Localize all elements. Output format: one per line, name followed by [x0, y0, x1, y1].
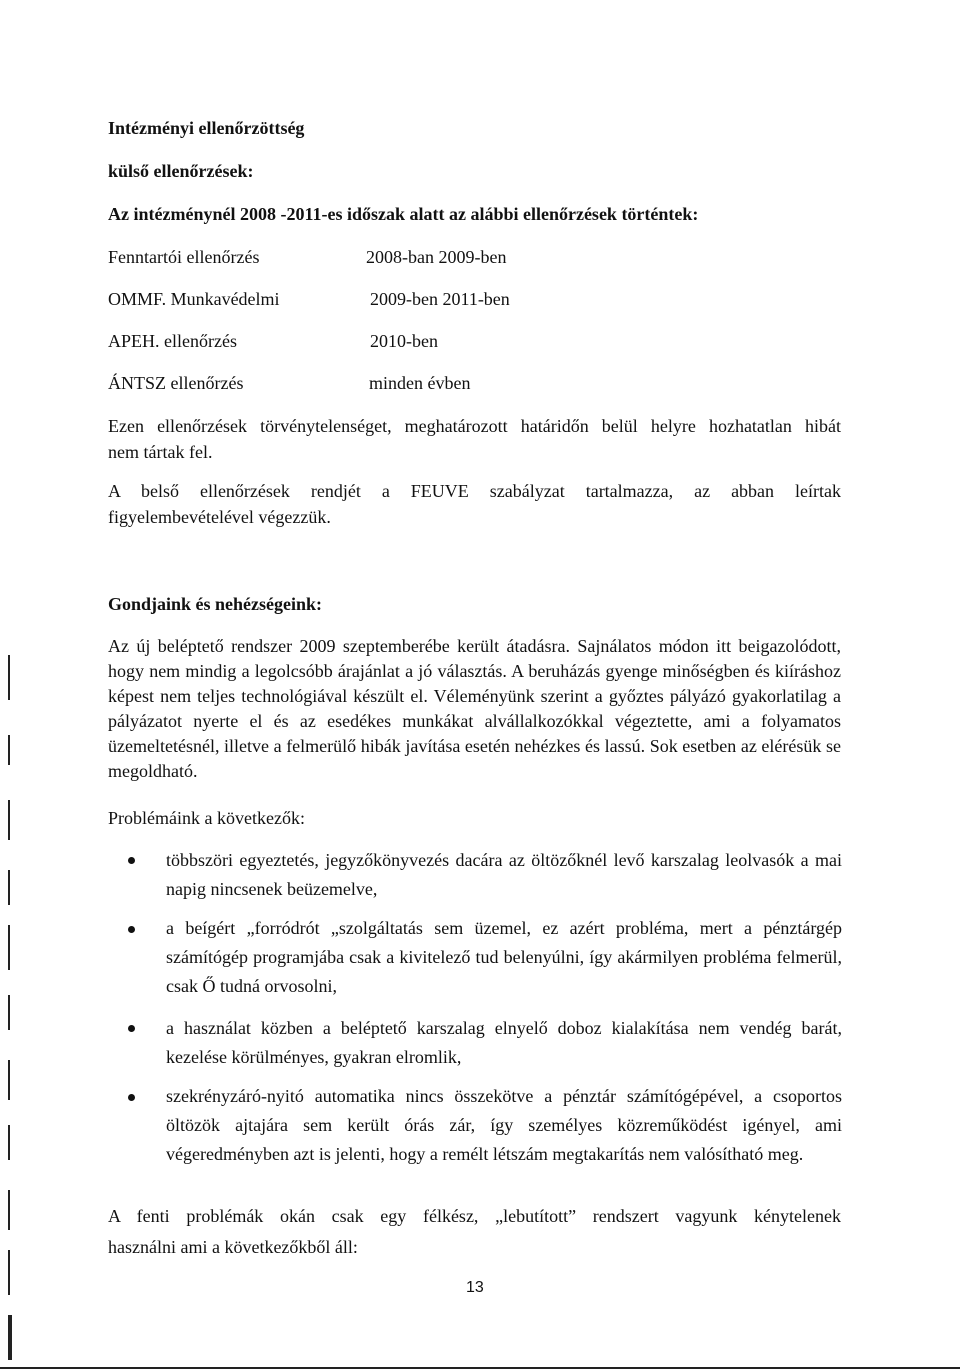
inspection-name: APEH. ellenőrzés — [108, 331, 237, 351]
inspection-name: OMMF. Munkavédelmi — [108, 289, 280, 309]
list-item: többszöri egyeztetés, jegyzőkönyvezés dacára az öltözőknél levő karszalag leolvasók a mai napig nincsenek beüzemelve, — [166, 850, 842, 899]
inspection-name: Fenntartói ellenőrzés — [108, 247, 260, 267]
inspection-period: 2008-ban 2009-ben — [366, 247, 507, 267]
scan-margin-mark — [8, 1250, 10, 1295]
result-text-line2: nem tártak fel. — [108, 442, 213, 462]
bullet-dot-icon — [128, 1094, 135, 1101]
scan-bottom-edge — [0, 1367, 960, 1369]
list-item: a beígért „forródrót „szolgáltatás sem üzemel, ez azért probléma, mert a pénztárgép számítógép programjába csak a kivitelező tud belenyúlni, így akármilyen probléma felmerül, csak Ő tudná orvosolni, — [166, 918, 842, 996]
result-text-line1: Ezen ellenőrzések törvénytelenséget, meghatározott határidőn belül helyre hozhatatlan hibát — [108, 416, 841, 436]
inspection-name: ÁNTSZ ellenőrzés — [108, 373, 244, 393]
section-heading-external: külső ellenőrzések: — [108, 161, 254, 181]
inspection-period: 2009-ben 2011-ben — [370, 289, 510, 309]
scan-margin-mark — [8, 1060, 10, 1100]
scan-margin-mark — [8, 925, 10, 970]
closing-line2: használni ami a következőkből áll: — [108, 1237, 358, 1257]
page-number: 13 — [466, 1279, 484, 1296]
inspection-period: minden évben — [369, 373, 471, 393]
scan-margin-mark — [8, 870, 10, 905]
internal-control-line2: figyelembevételével végezzük. — [108, 507, 331, 527]
bullet-dot-icon — [128, 857, 135, 864]
internal-control-line1: A belső ellenőrzések rendjét a FEUVE szabályzat tartalmazza, az abban leírtak — [108, 481, 841, 501]
intro-line: Az intézménynél 2008 -2011-es időszak alatt az alábbi ellenőrzések történtek: — [108, 204, 699, 224]
scan-margin-mark — [8, 735, 10, 765]
inspection-period: 2010-ben — [370, 331, 438, 351]
section-heading-problems: Gondjaink és nehézségeink: — [108, 594, 323, 614]
scan-margin-mark — [8, 1315, 12, 1360]
scan-margin-mark — [8, 995, 10, 1030]
section-heading-institutional: Intézményi ellenőrzöttség — [108, 118, 305, 138]
scan-margin-mark — [8, 1125, 10, 1160]
bullet-dot-icon — [128, 926, 135, 933]
problems-paragraph: Az új beléptető rendszer 2009 szeptemberébe került átadásra. Sajnálatos módon itt beigazolódott, hogy nem mindig a legolcsóbb árajánlat a jó választás. A beruházás gyenge minőségben és kiíráshoz képest nem teljes technológiával készült el. Véleményünk szerint a győztes pályázó gyakorlatilag a pályázatot nyerte el és az esedékes munkákat alvállalkozókkal végeztette, ami a folyamatos üzemeltetésnél, illetve a felmerülő hibák javítása esetén nehézkes és lassú. Sok esetben az elérésük se megoldható. — [108, 636, 841, 781]
scan-margin-mark — [8, 655, 10, 700]
problems-intro: Problémáink a következők: — [108, 808, 305, 828]
list-item: a használat közben a beléptető karszalag elnyelő doboz kialakítása nem vendég barát, kezelése körülményes, gyakran elromlik, — [166, 1018, 842, 1067]
list-item: szekrényzáró-nyitó automatika nincs összekötve a pénztár számítógépével, a csoportos öltözök ajtajára sem került órás zár, így személyes közreműködést igényel, ami végeredményben azt is jelenti, hogy a remélt létszám megtakarítás nem valósítható meg. — [166, 1086, 842, 1164]
scan-margin-mark — [8, 800, 10, 840]
bullet-dot-icon — [128, 1025, 135, 1032]
closing-line1: A fenti problémák okán csak egy félkész, „lebutított” rendszert vagyunk kénytelenek — [108, 1206, 841, 1226]
scan-margin-mark — [8, 1190, 10, 1230]
